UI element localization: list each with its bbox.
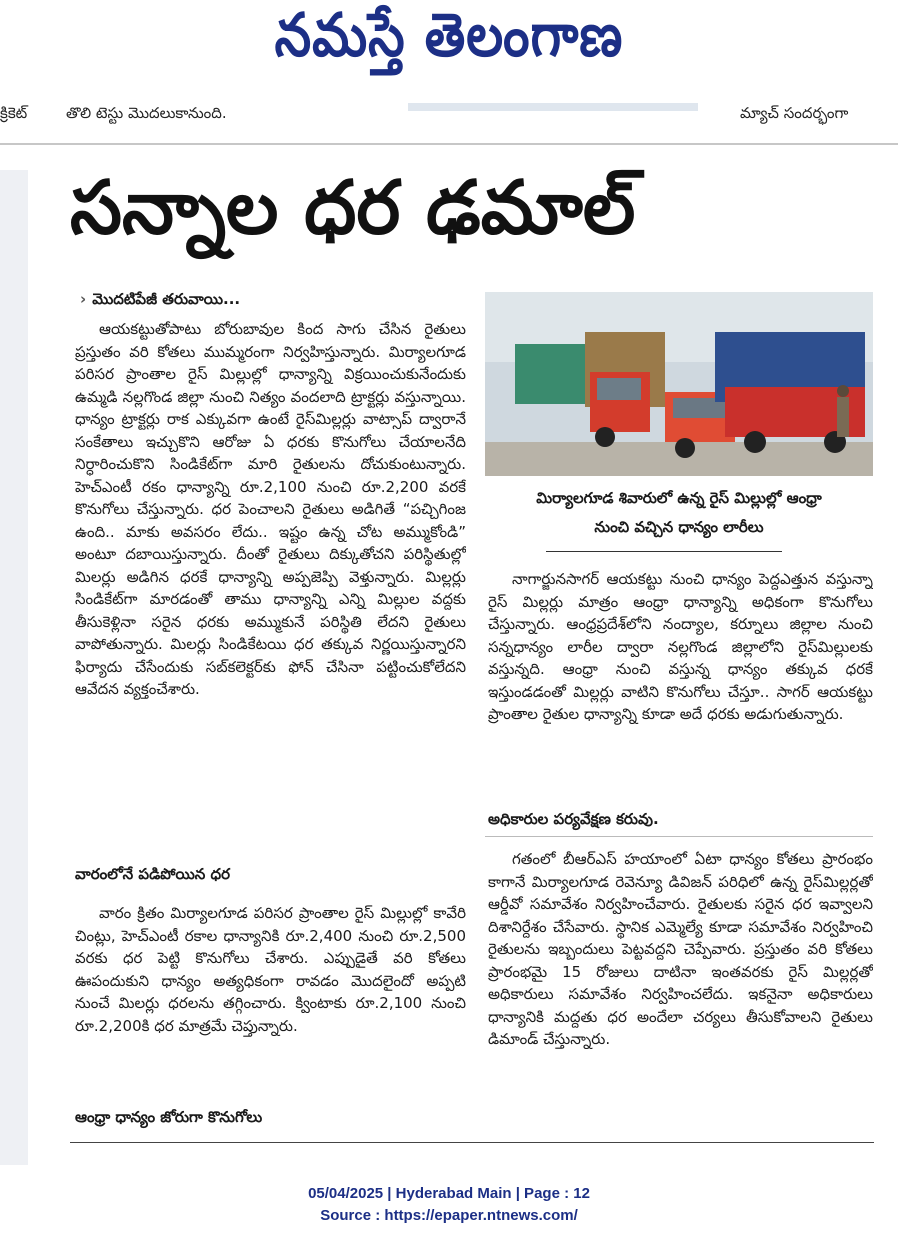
- subhead-andhra-grain: ఆంధ్రా ధాన్యం జోరుగా కొనుగోలు: [75, 1108, 263, 1126]
- left-column-para1: [75, 318, 466, 838]
- caption-divider: [546, 551, 782, 552]
- masthead: [0, 0, 898, 96]
- headline: సన్నాల ధర ఢమాల్: [70, 165, 636, 251]
- truck-photo: [485, 292, 873, 476]
- ticker-right: మ్యాచ్ సందర్భంగా: [740, 104, 849, 122]
- source-link[interactable]: Source : https://epaper.ntnews.com/: [320, 1207, 578, 1224]
- edition-info: 05/04/2025 | Hyderabad Main | Page : 12: [308, 1185, 590, 1202]
- chevron-right-icon: ›: [80, 290, 87, 308]
- ticker-middle: తొలి టెస్టు మొదలుకానుంది.: [66, 104, 227, 122]
- ticker-left: క్రికెట్: [0, 104, 28, 122]
- caption-line2: నుంచి వచ్చిన ధాన్యం లారీలు: [594, 518, 764, 536]
- continued-from-front: [80, 290, 240, 312]
- kicker-text: మొదటిపేజీ తరువాయి...: [92, 290, 241, 308]
- ticker-strip: [0, 96, 898, 130]
- article-paragraph: ఆయకట్టుతోపాటు బోరుబావుల కింద సాగు చేసిన రైతులు ప్రస్తుతం వరి కోతలు ముమ్మరంగా నిర్వహిస్తున్నారు. మిర్యాలగూడ పరిసర ప్రాంతాల రైస్ మిల్లుల్లో ధాన్యాన్ని విక్రయించుకునేందుకు ఉమ్మడి నల్లగొండ జిల్లా నుంచి నిత్యం వందలాది ట్రాక్టర్లు వస్తున్నాయి. ధాన్యం ట్రాక్టర్లు రాక ఎక్కువగా ఉంటే రైస్‌మిల్లర్లు వాట్సాప్ ద్వారానే సంకేతాలు ఇచ్చుకొని ఆరోజు ఏ ధరకు కొనుగోలు చేయాలనేది నిర్ధారించుకొని సిండికేట్‌గా మారి రైతులను దోచుకుంటున్నారు. హెచ్‌ఎంటీ రకం ధాన్యాన్ని రూ.2,100 నుంచి రూ.2,200 వరకే కొనుగోలు చేస్తున్నారు. ధర పెంచాలని రైతులు అడిగితే “పచ్చిగింజ ఉంది.. మాకు అవసరం లేదు.. ఇష్టం ఉన్న చోట అమ్ముకోండి” అంటూ దబాయిస్తున్నారు. దీంతో రైతులు దిక్కుతోచని పరిస్థితుల్లో మిలర్లు అడిగిన ధరకే ధాన్యాన్ని అప్పజెప్పి వెళ్తున్నారు. మిల్లర్లు సిండికేట్‌గా మారడంతో తాము ధాన్యాన్ని ఎన్ని మిల్లుల వద్దకు తీసుకెళ్లినా సరైన ధరకు అమ్ముకునే పరిస్థితి లేదని రైతులు వాపోతున్నారు. మిలర్లు సిండికేటయి ధర తక్కువ నిర్ణయిస్తున్నారని ఫిర్యాదు చేసేందుకు సబ్‌కలెక్టర్‌కు ఫోన్ చేసినా పట్టించుకోలేదని ఆవేదన వ్యక్తంచేశారు.: [75, 320, 466, 698]
- bottom-divider: [70, 1142, 874, 1143]
- article-paragraph: వారం క్రితం మిర్యాలగూడ పరిసర ప్రాంతాల రైస్ మిల్లుల్లో కావేరి చింట్లు, హెచ్‌ఎంటీ రకాల ధాన్యానికి రూ.2,400 నుంచి రూ.2,500 వరకు ధర పెట్టి కొనుగోలు చేశారు. ఎప్పుడైతే వరి కోతలు ఊపందుకుని ధాన్యం అత్యధికంగా రావడం మొదలైందో అప్పటి నుంచే మిలర్లు ధరలను తగ్గించారు. క్వింటాకు రూ.2,100 నుంచి రూ.2,200కి ధర మాత్రమే చెప్తున్నారు.: [75, 904, 466, 1035]
- right-column-para1: [488, 568, 873, 798]
- photo-caption: [485, 484, 873, 542]
- caption-line1: మిర్యాలగూడ శివారులో ఉన్న రైస్ మిల్లుల్లో ఆంధ్రా: [536, 489, 822, 507]
- subhead-officials: అధికారుల పర్యవేక్షణ కరువు.: [488, 810, 659, 828]
- newspaper-logo: నమస్తే తెలంగాణ: [274, 0, 624, 71]
- article-paragraph: గతంలో బీఆర్‌ఎస్ హయాంలో ఏటా ధాన్యం కోతలు ప్రారంభం కాగానే మిర్యాలగూడ రెవెన్యూ డివిజన్ పరిధిలో ఉన్న రైస్‌మిల్లర్లతో ఆర్డీవో సమావేశం నిర్వహించేవారు. రైతులకు సరైన ధర ఇవ్వాలని దిశానిర్దేశం చేసేవారు. స్థానిక ఎమ్మెల్యే కూడా సమావేశం నిర్వహించి రైతులను ఇబ్బందులు పెట్టవద్దని చెప్పేవారు. ప్రస్తుతం వరి కోతలు ప్రారంభమై 15 రోజులు దాటినా ఇంతవరకు రైస్ మిల్లర్లతో అధికారులు సమావేశం నిర్వహించలేదు. ఇకనైనా అధికారులు ధాన్యానికి మద్దతు ధర అందేలా చర్యలు తీసుకోవాలని రైతులు డిమాండ్ చేస్తున్నారు.: [488, 850, 873, 1048]
- adjacent-article-strip: [0, 170, 28, 1165]
- subhead-price-drop: వారంలోనే పడిపోయిన ధర: [75, 865, 230, 883]
- ticker-bar: [408, 103, 698, 111]
- right-column-para2: [488, 848, 873, 1128]
- page-footer: [0, 1183, 898, 1227]
- article-paragraph: నాగార్జునసాగర్ ఆయకట్టు నుంచి ధాన్యం పెద్దఎత్తున వస్తున్నా రైస్ మిల్లర్లు మాత్రం ఆంధ్రా ధాన్యాన్ని అధికంగా కొనుగోలు చేస్తున్నారు. ఆంధ్రప్రదేశ్‌లోని నంద్యాల, కర్నూలు జిల్లాల నుంచి సన్నధాన్యం లారీల ద్వారా నల్లగొండ జిల్లాలోని రైస్‌మిల్లులకు వస్తున్నది. ఆంధ్రా నుంచి వస్తున్న ధాన్యం తక్కువ ధరకే ఇస్తుండడంతో మిల్లర్లు వాటిని కొనుగోలు చేస్తూ.. సాగర్ ఆయకట్టు ప్రాంతాల రైతుల ధాన్యాన్ని కూడా అదే ధరకు అడుగుతున్నారు.: [488, 570, 873, 723]
- top-divider: [0, 143, 898, 145]
- subhead-divider: [485, 836, 873, 837]
- left-column-para2: [75, 902, 466, 1092]
